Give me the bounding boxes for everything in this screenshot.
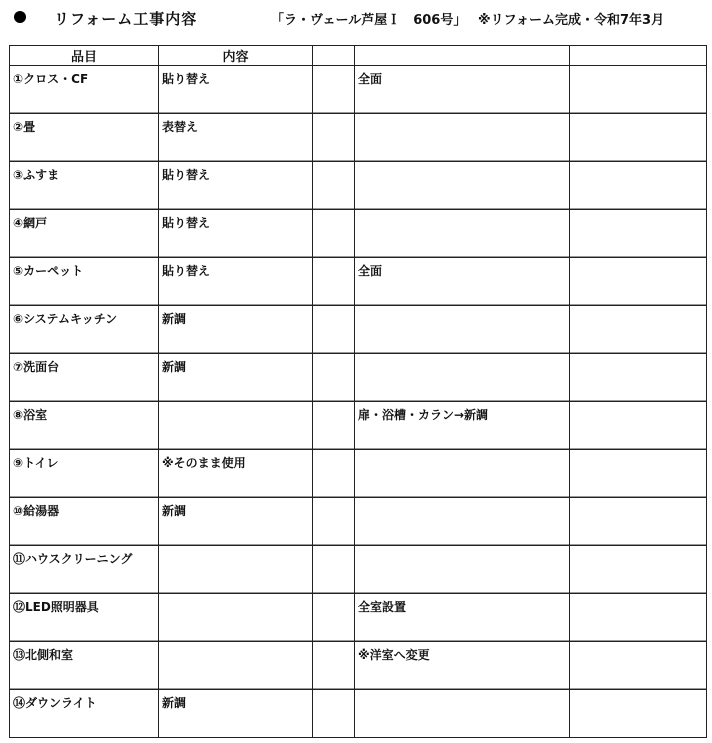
row-content-cell [159, 402, 313, 450]
row-content-cell: 表替え [159, 114, 313, 162]
row-blank-cell [570, 114, 707, 162]
row-note-cell [355, 114, 570, 162]
row-blank-cell [570, 594, 707, 642]
row-note-cell [355, 498, 570, 546]
column-header-content: 内容 [159, 46, 313, 66]
row-blank-cell [313, 162, 355, 210]
row-item-cell: ⑧浴室 [10, 402, 159, 450]
row-blank-cell [313, 546, 355, 594]
table-row [10, 498, 707, 546]
row-item-cell: ⑩給湯器 [10, 498, 159, 546]
table-row [10, 210, 707, 258]
row-blank-cell [570, 498, 707, 546]
row-blank-cell [313, 66, 355, 114]
row-blank-cell [313, 402, 355, 450]
row-item-cell: ⑨トイレ [10, 450, 159, 498]
row-content-cell: 新調 [159, 354, 313, 402]
completion-note: ※リフォーム完成・令和7年3月 [478, 13, 665, 28]
row-note-cell: 全室設置 [355, 594, 570, 642]
row-blank-cell [313, 642, 355, 690]
row-item-cell: ③ふすま [10, 162, 159, 210]
document-title: リフォーム工事内容 [54, 10, 198, 28]
row-item-cell: ②畳 [10, 114, 159, 162]
row-blank-cell [570, 402, 707, 450]
row-item-cell: ⑪ハウスクリーニング [10, 546, 159, 594]
row-blank-cell [313, 690, 355, 738]
row-content-cell: 貼り替え [159, 66, 313, 114]
table-row [10, 642, 707, 690]
table-header-row [10, 46, 707, 66]
row-item-cell: ④網戸 [10, 210, 159, 258]
row-blank-cell [313, 306, 355, 354]
column-header-blank [355, 46, 570, 66]
row-item-cell: ⑭ダウンライト [10, 690, 159, 738]
table-row [10, 450, 707, 498]
row-blank-cell [313, 450, 355, 498]
table-row [10, 546, 707, 594]
row-note-cell [355, 354, 570, 402]
row-blank-cell [570, 546, 707, 594]
row-content-cell: 新調 [159, 690, 313, 738]
row-blank-cell [570, 690, 707, 738]
row-note-cell [355, 546, 570, 594]
column-header-blank [313, 46, 355, 66]
row-item-cell: ⑬北側和室 [10, 642, 159, 690]
table-row [10, 402, 707, 450]
row-note-cell [355, 690, 570, 738]
column-header-blank [570, 46, 707, 66]
row-blank-cell [313, 498, 355, 546]
table-row [10, 354, 707, 402]
row-note-cell [355, 162, 570, 210]
row-blank-cell [570, 162, 707, 210]
row-note-cell: 扉・浴槽・カラン→新調 [355, 402, 570, 450]
row-blank-cell [570, 258, 707, 306]
row-blank-cell [570, 450, 707, 498]
row-content-cell [159, 546, 313, 594]
row-note-cell: ※洋室へ変更 [355, 642, 570, 690]
row-item-cell: ⑦洗面台 [10, 354, 159, 402]
row-blank-cell [313, 210, 355, 258]
row-blank-cell [570, 66, 707, 114]
renovation-table [9, 45, 707, 738]
row-content-cell: 新調 [159, 306, 313, 354]
row-note-cell: 全面 [355, 66, 570, 114]
row-content-cell [159, 594, 313, 642]
row-blank-cell [570, 642, 707, 690]
bullet-icon [14, 11, 26, 23]
document-header [0, 0, 712, 36]
row-content-cell: 貼り替え [159, 162, 313, 210]
row-content-cell: 貼り替え [159, 258, 313, 306]
row-note-cell: 全面 [355, 258, 570, 306]
row-blank-cell [570, 306, 707, 354]
table-row [10, 690, 707, 738]
row-blank-cell [313, 594, 355, 642]
row-blank-cell [570, 210, 707, 258]
row-item-cell: ①クロス・CF [10, 66, 159, 114]
row-content-cell: 貼り替え [159, 210, 313, 258]
row-note-cell [355, 210, 570, 258]
column-header-item: 品目 [10, 46, 159, 66]
table-row [10, 114, 707, 162]
row-item-cell: ⑥システムキッチン [10, 306, 159, 354]
row-blank-cell [313, 114, 355, 162]
row-item-cell: ⑤カーペット [10, 258, 159, 306]
table-row [10, 306, 707, 354]
row-content-cell: 新調 [159, 498, 313, 546]
table-row [10, 258, 707, 306]
property-name: 「ラ・ヴェール芦屋Ｉ 606号」 [271, 13, 467, 28]
row-note-cell [355, 306, 570, 354]
row-blank-cell [313, 354, 355, 402]
row-content-cell [159, 642, 313, 690]
row-blank-cell [570, 354, 707, 402]
row-content-cell: ※そのまま使用 [159, 450, 313, 498]
row-item-cell: ⑫LED照明器具 [10, 594, 159, 642]
row-blank-cell [313, 258, 355, 306]
row-note-cell [355, 450, 570, 498]
table-row [10, 66, 707, 114]
table-row [10, 162, 707, 210]
table-row [10, 594, 707, 642]
